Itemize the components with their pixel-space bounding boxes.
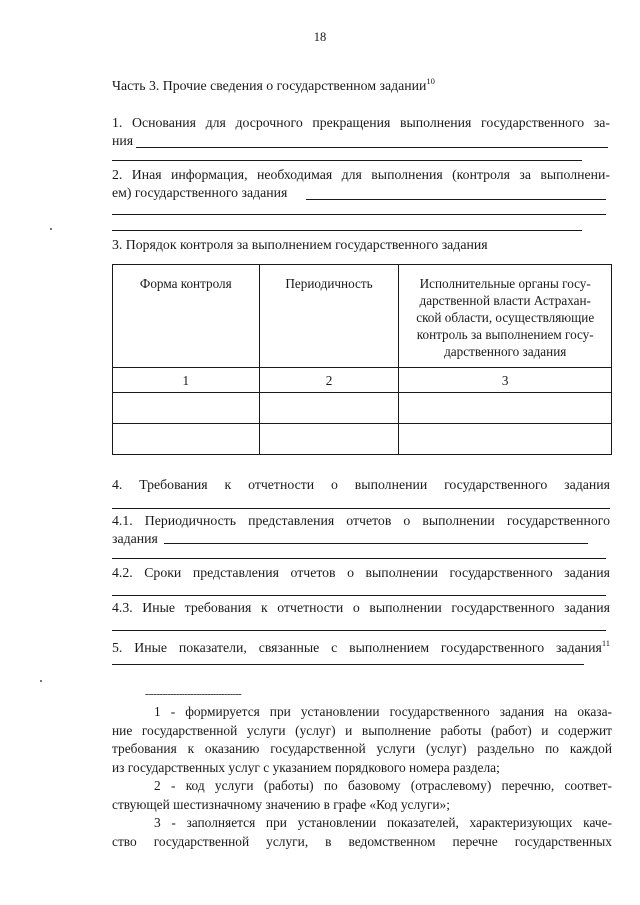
section-4-2: 4.2. Сроки представления отчетов о выполнении государственного задания [112, 565, 610, 580]
column-number-3: 3 [399, 368, 612, 393]
section-4-2-blank-line[interactable] [112, 595, 606, 596]
section-5-blank-line[interactable] [112, 664, 584, 665]
column-number-1: 1 [113, 368, 260, 393]
footnote-3-line: 3 - заполняется при установлении показателей, характеризующих каче- [154, 815, 612, 830]
section-2-line-1: 2. Иная информация, необходимая для выполнения (контроля за выполнени- [112, 167, 610, 182]
section-4-1-line-1: 4.1. Периодичность представления отчетов о выполнении государственного [112, 513, 610, 528]
footnote-1-line: из государственных услуг с указанием порядкового номера раздела; [112, 759, 500, 775]
header-executive-bodies [399, 265, 612, 368]
footnote-2-line: ствующей шестизначному значению в графе «Код услуги»; [112, 796, 450, 812]
footnote-1-line: 1 - формируется при установлении государственного задания на оказа- [154, 704, 612, 719]
header-3-line: Исполнительные органы госу- [419, 276, 591, 291]
table-cell[interactable] [259, 424, 399, 455]
section-4: 4. Требования к отчетности о выполнении государственного задания [112, 477, 610, 492]
table-cell[interactable] [113, 424, 260, 455]
table-cell[interactable] [259, 393, 399, 424]
footnote-ref-10: 10 [426, 76, 435, 86]
table-cell[interactable] [399, 424, 612, 455]
header-3-line: контроль за выполнением госу- [416, 327, 594, 342]
footnote-separator: ---------------------------------- [145, 689, 242, 700]
section-1-blank-line[interactable] [112, 160, 582, 161]
section-2-blank-line-2[interactable] [112, 230, 582, 231]
header-control-form: Форма контроля [113, 265, 260, 368]
section-4-1-blank-line[interactable] [112, 558, 606, 559]
section-1-fill-line[interactable] [136, 147, 608, 148]
section-2 [112, 166, 610, 202]
section-4-3-blank-line[interactable] [112, 630, 606, 631]
section-1-line-2: ния [112, 133, 134, 148]
footnote-2 [112, 777, 612, 814]
section-3-title: 3. Порядок контроля за выполнением государственного задания [112, 237, 488, 252]
part-heading [112, 76, 435, 94]
table-row [113, 424, 612, 455]
table-cell[interactable] [399, 393, 612, 424]
section-4-blank-line[interactable] [112, 508, 610, 509]
section-5-text: 5. Иные показатели, связанные с выполнением государственного задания [112, 640, 602, 655]
table-cell[interactable] [113, 393, 260, 424]
section-2-fill-line[interactable] [306, 199, 606, 200]
section-4-1-fill-line[interactable] [164, 543, 588, 544]
header-3-line: дарственной власти Астрахан- [419, 293, 591, 308]
section-5 [112, 634, 610, 657]
scan-speck [50, 228, 52, 230]
section-2-line-2: ем) государственного задания [112, 185, 288, 200]
part-heading-text: Часть 3. Прочие сведения о государственном задании [112, 78, 427, 93]
footnote-2-line: 2 - код услуги (работы) по базовому (отраслевому) перечню, соответ- [154, 778, 612, 793]
section-4-1-line-2: задания [112, 531, 158, 546]
section-1-line-1: 1. Основания для досрочного прекращения выполнения государственного за- [112, 115, 610, 130]
section-4-3: 4.3. Иные требования к отчетности о выполнении государственного задания [112, 600, 610, 615]
footnote-3 [112, 814, 612, 851]
section-1 [112, 114, 610, 150]
section-2-blank-line-1[interactable] [112, 214, 606, 215]
header-3-line: дарственного задания [444, 344, 567, 359]
control-table [112, 264, 612, 455]
page-number: 18 [313, 30, 327, 44]
footnote-3-line: ство государственной услуги, в ведомственном перечне государственных [112, 833, 612, 849]
footnote-1 [112, 703, 612, 777]
footnote-1-line: ние государственной услуги (услуг) и выполнение работы (работ) и содержит [112, 722, 612, 738]
scan-speck [40, 680, 42, 682]
footnote-1-line: требования к оказанию государственной услуги (услуг) раздельно по каждой [112, 741, 612, 756]
header-periodicity: Периодичность [259, 265, 399, 368]
header-3-line: ской области, осуществляющие [416, 310, 595, 325]
footnote-ref-11: 11 [601, 638, 610, 648]
column-number-2: 2 [259, 368, 399, 393]
table-row [113, 393, 612, 424]
